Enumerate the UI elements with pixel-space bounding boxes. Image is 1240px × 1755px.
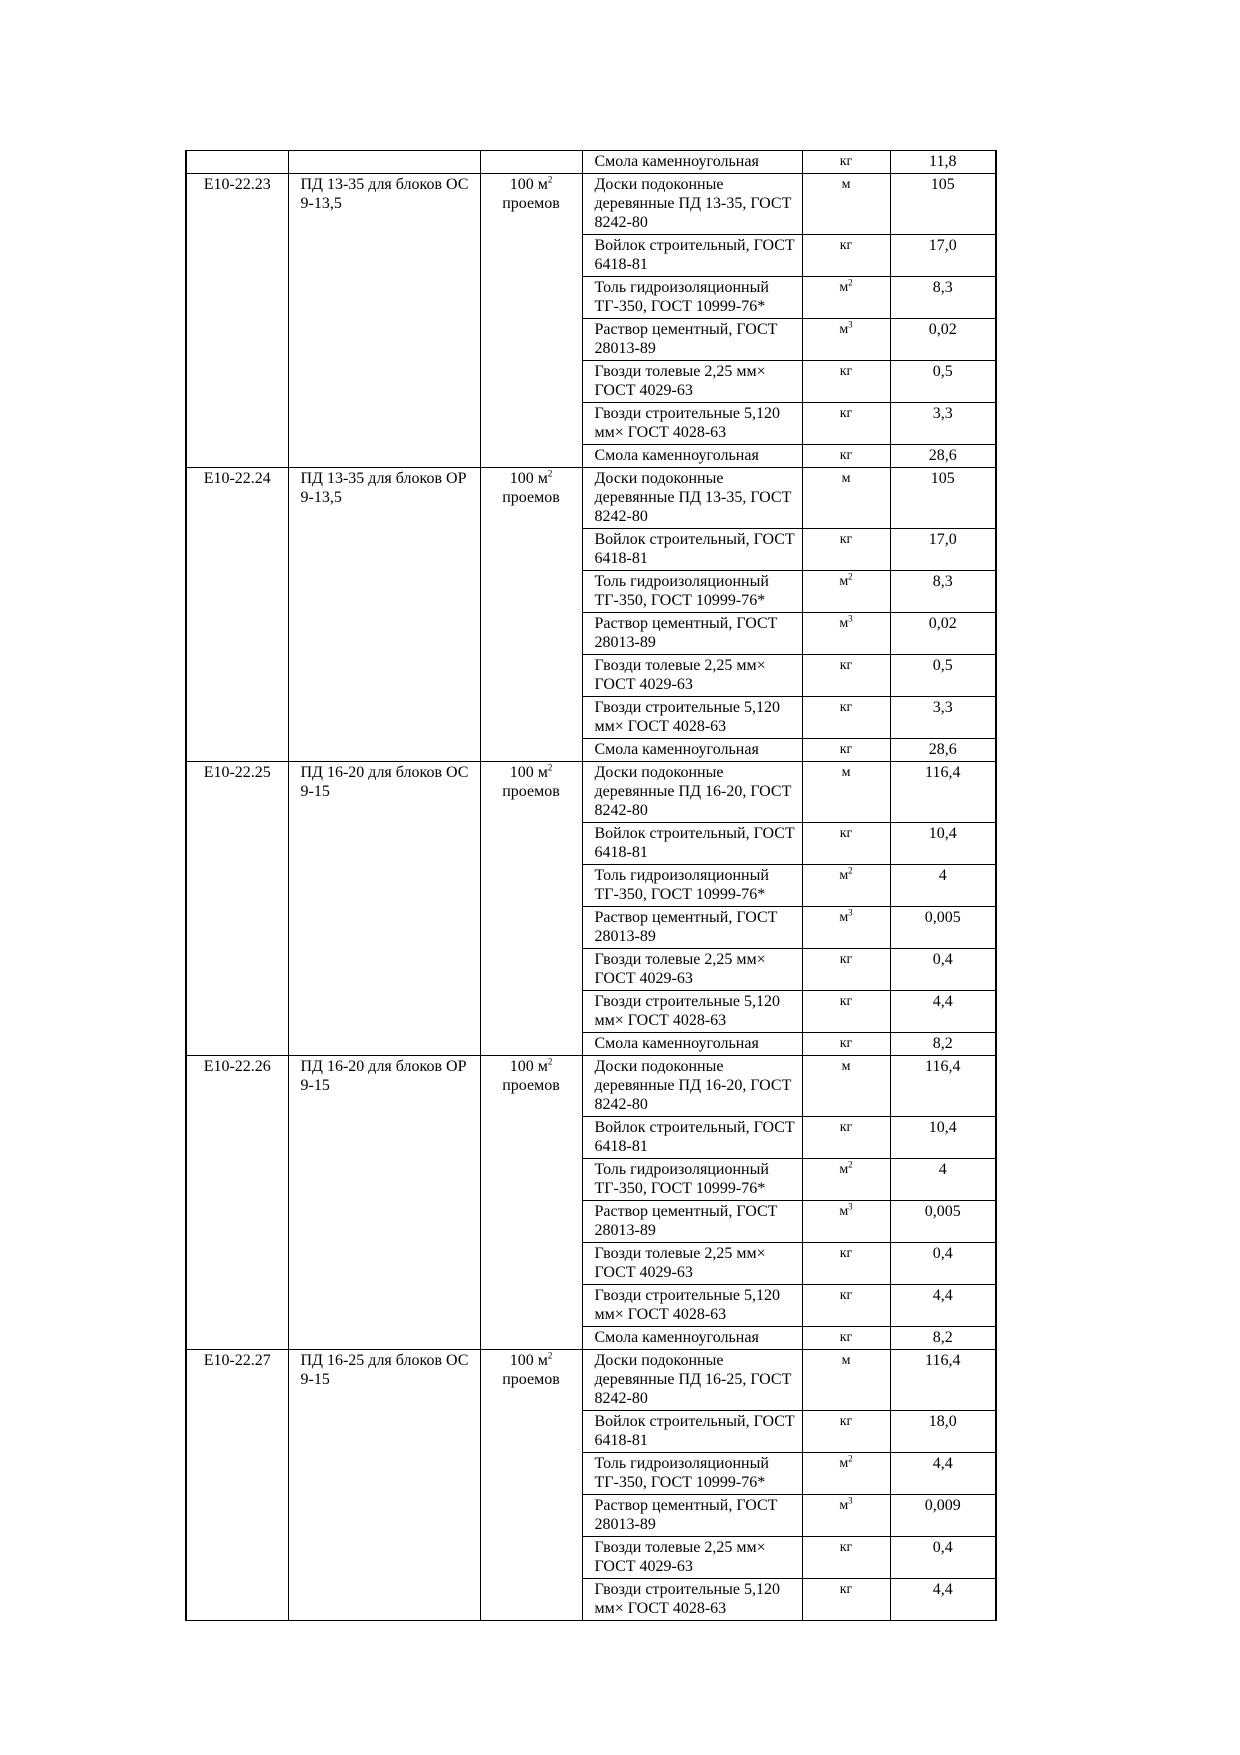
material-qty-cell: 8,3: [890, 277, 996, 319]
work-unit-exponent: 2: [547, 1056, 553, 1067]
material-qty-cell: 0,4: [890, 1537, 996, 1579]
table-row: [186, 151, 996, 174]
material-name-cell: Раствор цементный, ГОСТ 28013-89: [582, 1201, 802, 1243]
material-name-cell: Смола каменноугольная: [582, 445, 802, 468]
code-cell: [186, 151, 288, 174]
work-unit-exponent: 2: [547, 1350, 553, 1361]
material-unit-cell: [802, 235, 890, 277]
material-qty-cell: 0,009: [890, 1495, 996, 1537]
material-name-cell: Смола каменноугольная: [582, 739, 802, 762]
material-qty-cell: 11,8: [890, 151, 996, 174]
material-name-cell: Толь гидроизоляционный ТГ-350, ГОСТ 10999-76*: [582, 1159, 802, 1201]
material-unit-cell: [802, 613, 890, 655]
material-unit-cell: [802, 697, 890, 739]
material-unit-exponent: 2: [848, 1159, 853, 1170]
material-unit-text: кг: [839, 238, 853, 253]
material-unit-cell: [802, 1159, 890, 1201]
material-qty-cell: 4,4: [890, 991, 996, 1033]
material-name-cell: Гвозди строительные 5,120 мм× ГОСТ 4028-63: [582, 1579, 802, 1621]
material-name-cell: Доски подоконные деревянные ПД 16-20, ГОСТ 8242-80: [582, 762, 802, 823]
material-unit-text: кг: [839, 1540, 853, 1555]
material-qty-cell: 10,4: [890, 823, 996, 865]
table-row: [186, 174, 996, 235]
work-name-cell: ПД 16-20 для блоков ОС 9-15: [288, 762, 480, 1056]
material-unit-cell: [802, 1350, 890, 1411]
work-unit-base: 100 м: [509, 470, 548, 487]
table-body: [186, 151, 996, 1621]
code-cell: Е10-22.24: [186, 468, 288, 762]
material-qty-cell: 116,4: [890, 1350, 996, 1411]
work-unit-sub: проемов: [502, 489, 560, 506]
work-unit-exponent: 2: [547, 468, 553, 479]
material-unit-text: кг: [839, 952, 853, 967]
material-unit-text: м: [839, 322, 849, 337]
material-qty-cell: 4,4: [890, 1453, 996, 1495]
work-unit-cell: [480, 174, 582, 468]
material-unit-cell: [802, 1285, 890, 1327]
material-unit-exponent: 2: [848, 865, 853, 876]
code-cell: Е10-22.23: [186, 174, 288, 468]
material-unit-cell: [802, 1117, 890, 1159]
material-name-cell: Войлок строительный, ГОСТ 6418-81: [582, 1411, 802, 1453]
material-unit-cell: [802, 1033, 890, 1056]
material-qty-cell: 4,4: [890, 1285, 996, 1327]
material-unit-cell: [802, 571, 890, 613]
material-qty-cell: 28,6: [890, 739, 996, 762]
work-unit-base: 100 м: [509, 764, 548, 781]
material-qty-cell: 18,0: [890, 1411, 996, 1453]
material-name-cell: Доски подоконные деревянные ПД 16-25, ГОСТ 8242-80: [582, 1350, 802, 1411]
work-name-cell: ПД 13-35 для блоков ОР 9-13,5: [288, 468, 480, 762]
material-name-cell: Толь гидроизоляционный ТГ-350, ГОСТ 10999-76*: [582, 1453, 802, 1495]
material-name-cell: Толь гидроизоляционный ТГ-350, ГОСТ 10999-76*: [582, 865, 802, 907]
material-unit-text: кг: [839, 1288, 853, 1303]
material-unit-cell: [802, 1537, 890, 1579]
material-unit-text: м: [841, 765, 851, 780]
material-qty-cell: 0,02: [890, 319, 996, 361]
material-name-cell: Гвозди толевые 2,25 мм× ГОСТ 4029-63: [582, 361, 802, 403]
material-name-cell: Гвозди толевые 2,25 мм× ГОСТ 4029-63: [582, 949, 802, 991]
material-unit-text: м: [839, 280, 849, 295]
work-unit-sub: проемов: [502, 195, 560, 212]
material-unit-cell: [802, 1327, 890, 1350]
material-name-cell: Гвозди строительные 5,120 мм× ГОСТ 4028-63: [582, 1285, 802, 1327]
material-unit-cell: [802, 655, 890, 697]
material-name-cell: Смола каменноугольная: [582, 1327, 802, 1350]
material-unit-text: м: [839, 868, 849, 883]
material-name-cell: Войлок строительный, ГОСТ 6418-81: [582, 1117, 802, 1159]
material-name-cell: Войлок строительный, ГОСТ 6418-81: [582, 823, 802, 865]
material-unit-text: м: [839, 574, 849, 589]
material-unit-exponent: 3: [848, 907, 853, 918]
material-name-cell: Раствор цементный, ГОСТ 28013-89: [582, 613, 802, 655]
material-unit-exponent: 3: [848, 319, 853, 330]
material-qty-cell: 8,2: [890, 1327, 996, 1350]
table-row: [186, 762, 996, 823]
material-unit-cell: [802, 949, 890, 991]
material-unit-text: кг: [839, 1246, 853, 1261]
work-unit-base: 100 м: [509, 1352, 548, 1369]
material-unit-cell: [802, 445, 890, 468]
work-name-cell: ПД 16-25 для блоков ОС 9-15: [288, 1350, 480, 1621]
material-unit-cell: [802, 174, 890, 235]
material-unit-cell: [802, 1411, 890, 1453]
material-qty-cell: 17,0: [890, 235, 996, 277]
code-cell: Е10-22.26: [186, 1056, 288, 1350]
material-qty-cell: 4: [890, 865, 996, 907]
material-unit-cell: [802, 739, 890, 762]
material-unit-cell: [802, 865, 890, 907]
material-unit-exponent: 3: [848, 1495, 853, 1506]
material-unit-text: кг: [839, 994, 853, 1009]
code-cell: Е10-22.27: [186, 1350, 288, 1621]
table-row: [186, 468, 996, 529]
material-unit-text: кг: [839, 1414, 853, 1429]
material-qty-cell: 0,5: [890, 655, 996, 697]
material-unit-text: м: [839, 1456, 849, 1471]
material-unit-exponent: 2: [848, 571, 853, 582]
material-qty-cell: 0,5: [890, 361, 996, 403]
material-qty-cell: 0,4: [890, 949, 996, 991]
material-unit-text: м: [839, 910, 849, 925]
material-qty-cell: 0,02: [890, 613, 996, 655]
work-unit-cell: [480, 151, 582, 174]
material-qty-cell: 0,005: [890, 907, 996, 949]
material-unit-cell: [802, 1453, 890, 1495]
material-unit-text: кг: [839, 1330, 853, 1345]
material-unit-cell: [802, 1495, 890, 1537]
work-unit-cell: [480, 762, 582, 1056]
material-name-cell: Смола каменноугольная: [582, 151, 802, 174]
material-name-cell: Доски подоконные деревянные ПД 16-20, ГОСТ 8242-80: [582, 1056, 802, 1117]
material-qty-cell: 28,6: [890, 445, 996, 468]
material-qty-cell: 3,3: [890, 403, 996, 445]
material-unit-text: кг: [839, 700, 853, 715]
material-unit-cell: [802, 1201, 890, 1243]
material-unit-text: м: [841, 177, 851, 192]
material-name-cell: Гвозди строительные 5,120 мм× ГОСТ 4028-63: [582, 991, 802, 1033]
material-qty-cell: 105: [890, 468, 996, 529]
work-name-cell: [288, 151, 480, 174]
material-unit-exponent: 2: [848, 277, 853, 288]
material-unit-text: кг: [839, 448, 853, 463]
material-unit-cell: [802, 991, 890, 1033]
material-unit-cell: [802, 762, 890, 823]
material-name-cell: Войлок строительный, ГОСТ 6418-81: [582, 235, 802, 277]
material-unit-cell: кг: [802, 151, 890, 174]
material-name-cell: Раствор цементный, ГОСТ 28013-89: [582, 1495, 802, 1537]
material-unit-cell: [802, 1056, 890, 1117]
work-unit-cell: [480, 1056, 582, 1350]
material-unit-text: м: [839, 1498, 849, 1513]
material-name-cell: Гвозди толевые 2,25 мм× ГОСТ 4029-63: [582, 1243, 802, 1285]
material-qty-cell: 17,0: [890, 529, 996, 571]
material-unit-text: м: [841, 1353, 851, 1368]
material-unit-text: кг: [839, 1582, 853, 1597]
material-name-cell: Гвозди толевые 2,25 мм× ГОСТ 4029-63: [582, 655, 802, 697]
work-name-cell: ПД 16-20 для блоков ОР 9-15: [288, 1056, 480, 1350]
material-name-cell: Толь гидроизоляционный ТГ-350, ГОСТ 10999-76*: [582, 571, 802, 613]
material-unit-cell: [802, 823, 890, 865]
material-unit-exponent: 2: [848, 1453, 853, 1464]
material-unit-cell: [802, 319, 890, 361]
material-unit-text: кг: [839, 364, 853, 379]
material-unit-cell: [802, 403, 890, 445]
material-unit-cell: [802, 1243, 890, 1285]
material-qty-cell: 3,3: [890, 697, 996, 739]
material-qty-cell: 8,3: [890, 571, 996, 613]
material-unit-text: м: [839, 1204, 849, 1219]
material-unit-cell: [802, 1579, 890, 1621]
material-unit-text: м: [839, 1162, 849, 1177]
material-unit-text: кг: [839, 532, 853, 547]
material-qty-cell: 10,4: [890, 1117, 996, 1159]
material-name-cell: Войлок строительный, ГОСТ 6418-81: [582, 529, 802, 571]
material-unit-text: кг: [839, 826, 853, 841]
work-unit-cell: [480, 1350, 582, 1621]
material-unit-cell: [802, 361, 890, 403]
material-qty-cell: 0,005: [890, 1201, 996, 1243]
table-row: [186, 1350, 996, 1411]
material-name-cell: Гвозди строительные 5,120 мм× ГОСТ 4028-63: [582, 697, 802, 739]
material-unit-text: кг: [839, 406, 853, 421]
work-name-cell: ПД 13-35 для блоков ОС 9-13,5: [288, 174, 480, 468]
material-qty-cell: 0,4: [890, 1243, 996, 1285]
table-row: [186, 1056, 996, 1117]
material-name-cell: Гвозди строительные 5,120 мм× ГОСТ 4028-63: [582, 403, 802, 445]
material-unit-cell: [802, 529, 890, 571]
material-unit-text: м: [841, 471, 851, 486]
work-unit-sub: проемов: [502, 1371, 560, 1388]
work-unit-exponent: 2: [547, 762, 553, 773]
work-unit-sub: проемов: [502, 783, 560, 800]
material-name-cell: Доски подоконные деревянные ПД 13-35, ГОСТ 8242-80: [582, 468, 802, 529]
material-name-cell: Гвозди толевые 2,25 мм× ГОСТ 4029-63: [582, 1537, 802, 1579]
work-unit-base: 100 м: [509, 1058, 548, 1075]
material-unit-text: кг: [839, 742, 853, 757]
code-cell: Е10-22.25: [186, 762, 288, 1056]
material-unit-text: м: [839, 616, 849, 631]
material-unit-text: кг: [839, 658, 853, 673]
material-name-cell: Смола каменноугольная: [582, 1033, 802, 1056]
material-unit-text: кг: [839, 1120, 853, 1135]
material-unit-cell: [802, 277, 890, 319]
material-unit-cell: [802, 907, 890, 949]
material-unit-text: м: [841, 1059, 851, 1074]
material-qty-cell: 105: [890, 174, 996, 235]
material-name-cell: Толь гидроизоляционный ТГ-350, ГОСТ 10999-76*: [582, 277, 802, 319]
material-unit-cell: [802, 468, 890, 529]
materials-norm-table: [185, 150, 997, 1621]
material-qty-cell: 4,4: [890, 1579, 996, 1621]
material-qty-cell: 8,2: [890, 1033, 996, 1056]
material-unit-text: кг: [839, 1036, 853, 1051]
material-name-cell: Раствор цементный, ГОСТ 28013-89: [582, 907, 802, 949]
material-qty-cell: 116,4: [890, 762, 996, 823]
material-qty-cell: 4: [890, 1159, 996, 1201]
material-name-cell: Доски подоконные деревянные ПД 13-35, ГОСТ 8242-80: [582, 174, 802, 235]
work-unit-sub: проемов: [502, 1077, 560, 1094]
material-unit-exponent: 3: [848, 613, 853, 624]
work-unit-exponent: 2: [547, 174, 553, 185]
work-unit-base: 100 м: [509, 176, 548, 193]
material-name-cell: Раствор цементный, ГОСТ 28013-89: [582, 319, 802, 361]
material-qty-cell: 116,4: [890, 1056, 996, 1117]
work-unit-cell: [480, 468, 582, 762]
material-unit-exponent: 3: [848, 1201, 853, 1212]
